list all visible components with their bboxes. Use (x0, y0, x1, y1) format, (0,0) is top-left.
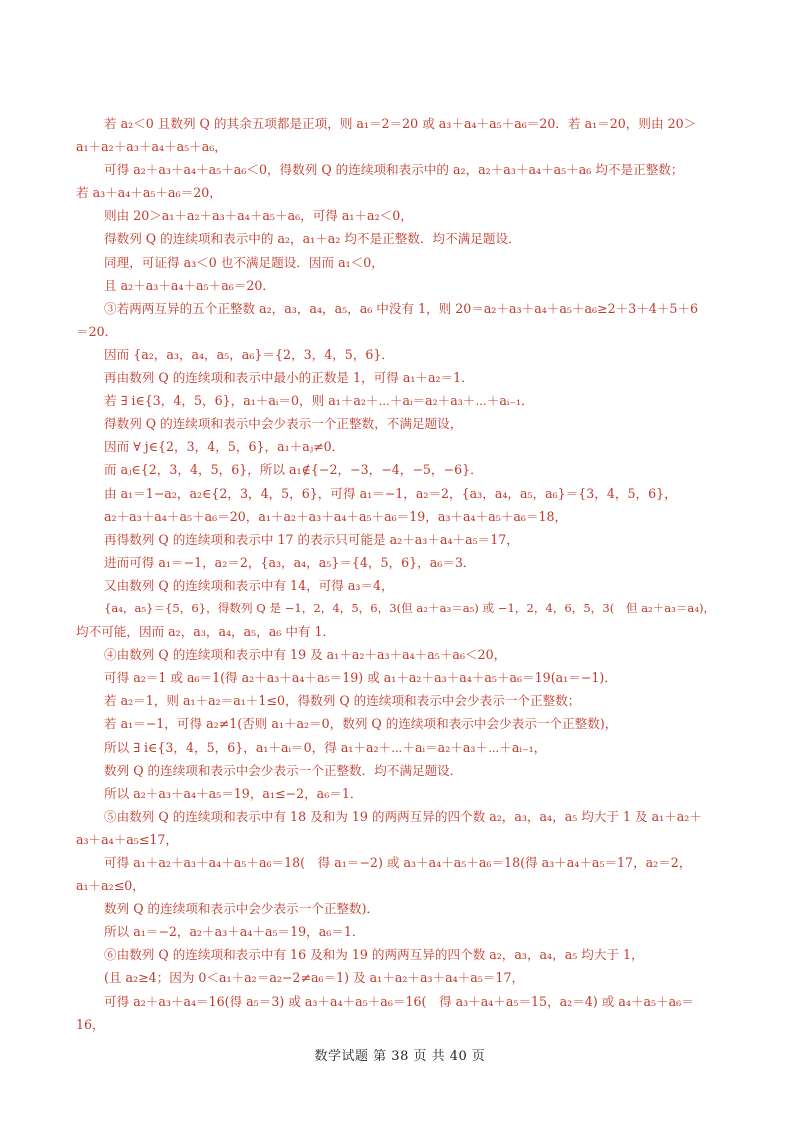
text-line: 再得数列 Q 的连续项和表示中 17 的表示只可能是 a₂＋a₃＋a₄＋a₅＝17， (104, 531, 519, 547)
text-line: 进而可得 a₁＝−1，a₂＝2，{a₃，a₄，a₅}＝{4，5，6}，a₆＝3． (104, 554, 476, 570)
text-line: 可得 a₁＋a₂＋a₃＋a₄＋a₅＋a₆＝18( 得 a₁＝−2) 或 a₃＋a₄＋a₅＋a₆＝18(得 a₃＋a₄＋a₅＝17，a₂＝2， (104, 855, 692, 870)
text-line: 所以 a₂＋a₃＋a₄＋a₅＝19，a₁≤−2，a₆＝1． (104, 785, 363, 801)
text-line: 因而 ∀ j∈{2，3，4，5，6}，a₁＋aⱼ≠0． (104, 439, 345, 455)
solution-text (76, 112, 724, 1036)
text-line: 且 a₂＋a₃＋a₄＋a₅＋a₆＝20． (104, 277, 275, 293)
text-line: (且 a₂≥4；因为 0＜a₁＋a₂＝a₂−2≠a₆＝1) 及 a₁＋a₂＋a₃＋a₄＋a₅＝17， (104, 970, 525, 986)
text-line: 数列 Q 的连续项和表示中会少表示一个正整数)． (104, 901, 380, 917)
text-line: a₁＋a₂＋a₃＋a₄＋a₅＋a₆， (76, 139, 227, 155)
text-line: 可得 a₂＋a₃＋a₄＋a₅＋a₆＜0，得数列 Q 的连续项和表示中的 a₂，a₂＋a₃＋a₄＋a₅＋a₆ 均不是正整数； (104, 162, 684, 178)
text-line: 同理，可证得 a₃＜0 也不满足题设．因而 a₁＜0， (104, 254, 384, 270)
text-line: 再由数列 Q 的连续项和表示中最小的正数是 1，可得 a₁＋a₂＝1． (104, 370, 474, 386)
text-line: 16， (76, 1016, 105, 1032)
text-line: 若 a₁＝−1，可得 a₂≠1(否则 a₁＋a₂＝0，数列 Q 的连续项和表示中会少表示一个正整数)， (104, 716, 618, 732)
text-line: 所以 ∃ i∈{3，4，5，6}，a₁＋aᵢ＝0，得 a₁＋a₂＋⋯＋aᵢ＝a₂＋a₃＋⋯＋aᵢ₋₁， (104, 739, 547, 755)
text-line: ③若两两互异的五个正整数 a₂，a₃，a₄，a₅，a₆ 中没有 1，则 20＝a₂＋a₃＋a₄＋a₅＋a₆≥2＋3＋4＋5＋6 (104, 300, 699, 316)
text-line: 若 ∃ i∈{3，4，5，6}，a₁＋aᵢ＝0，则 a₁＋a₂＋⋯＋aᵢ＝a₂＋a₃＋⋯＋aᵢ₋₁． (104, 393, 534, 409)
text-line: 由 a₁＝1−a₂，a₂∈{2，3，4，5，6}，可得 a₁＝−1，a₂＝2，{a₃，a₄，a₅，a₆}＝{3，4，5，6}， (104, 485, 677, 501)
text-line: 若 a₃＋a₄＋a₅＋a₆＝20， (76, 185, 222, 201)
text-line: ＝20． (76, 323, 118, 339)
text-line: 数列 Q 的连续项和表示中会少表示一个正整数．均不满足题设． (104, 762, 463, 778)
text-line: a₂＋a₃＋a₄＋a₅＋a₆＝20，a₁＋a₂＋a₃＋a₄＋a₅＋a₆＝19，a₃＋a₄＋a₅＋a₆＝18， (104, 508, 568, 524)
text-line: 若 a₂＜0 且数列 Q 的其余五项都是正项，则 a₁＝2＝20 或 a₃＋a₄＋a₅＋a₆＝20．若 a₁＝20，则由 20＞ (104, 116, 697, 131)
text-line: 所以 a₁＝−2，a₂＋a₃＋a₄＋a₅＝19，a₆＝1． (104, 924, 365, 940)
text-line: 可得 a₂＝1 或 a₆＝1(得 a₂＋a₃＋a₄＋a₅＝19) 或 a₁＋a₂＋a₃＋a₄＋a₅＋a₆＝19(a₁＝−1)． (104, 670, 617, 686)
text-line: a₁＋a₂≤0， (76, 878, 145, 894)
text-line: ④由数列 Q 的连续项和表示中有 19 及 a₁＋a₂＋a₃＋a₄＋a₅＋a₆＜20， (104, 647, 507, 663)
text-line: 可得 a₂＋a₃＋a₄＝16(得 a₅＝3) 或 a₃＋a₄＋a₅＋a₆＝16( 得 a₃＋a₄＋a₅＝15，a₂＝4) 或 a₄＋a₅＋a₆＝ (104, 993, 694, 1009)
text-line: 则由 20＞a₁＋a₂＋a₃＋a₄＋a₅＋a₆，可得 a₁＋a₂＜0， (104, 208, 413, 224)
text-line: {a₄，a₅}＝{5，6}，得数列 Q 是 −1，2，4，5，6，3(但 a₂＋a₃＝a₅) 或 −1，2，4，6，5，3( 但 a₂＋a₃＝a₄)， (104, 600, 716, 615)
text-line: ⑤由数列 Q 的连续项和表示中有 18 及和为 19 的两两互异的四个数 a₂，a₃，a₄，a₅ 均大于 1 及 a₁＋a₂＋ (104, 808, 702, 824)
page-footer: 数学试题 第 38 页 共 40 页 (314, 1049, 486, 1064)
text-line: 均不可能，因而 a₂，a₃，a₄，a₅，a₆ 中有 1． (76, 624, 336, 640)
text-line: 得数列 Q 的连续项和表示中会少表示一个正整数，不满足题设， (104, 416, 463, 432)
text-line: 得数列 Q 的连续项和表示中的 a₂，a₁＋a₂ 均不是正整数．均不满足题设． (104, 231, 521, 247)
text-line: a₃＋a₄＋a₅≤17， (76, 831, 179, 847)
text-line: ⑥由数列 Q 的连续项和表示中有 16 及和为 19 的两两互异的四个数 a₂，a₃，a₄，a₅ 均大于 1， (104, 947, 644, 963)
text-line: 因而 {a₂，a₃，a₄，a₅，a₆}＝{2，3，4，5，6}． (104, 346, 395, 362)
text-line: 又由数列 Q 的连续项和表示中有 14，可得 a₃＝4， (104, 577, 394, 593)
text-line: 若 a₂＝1，则 a₁＋a₂＝a₁＋1≤0，得数列 Q 的连续项和表示中会少表示一个正整数； (104, 693, 581, 709)
text-line: 而 aⱼ∈{2，3，4，5，6}，所以 a₁∉{−2，−3，−4，−5，−6}． (104, 462, 483, 478)
